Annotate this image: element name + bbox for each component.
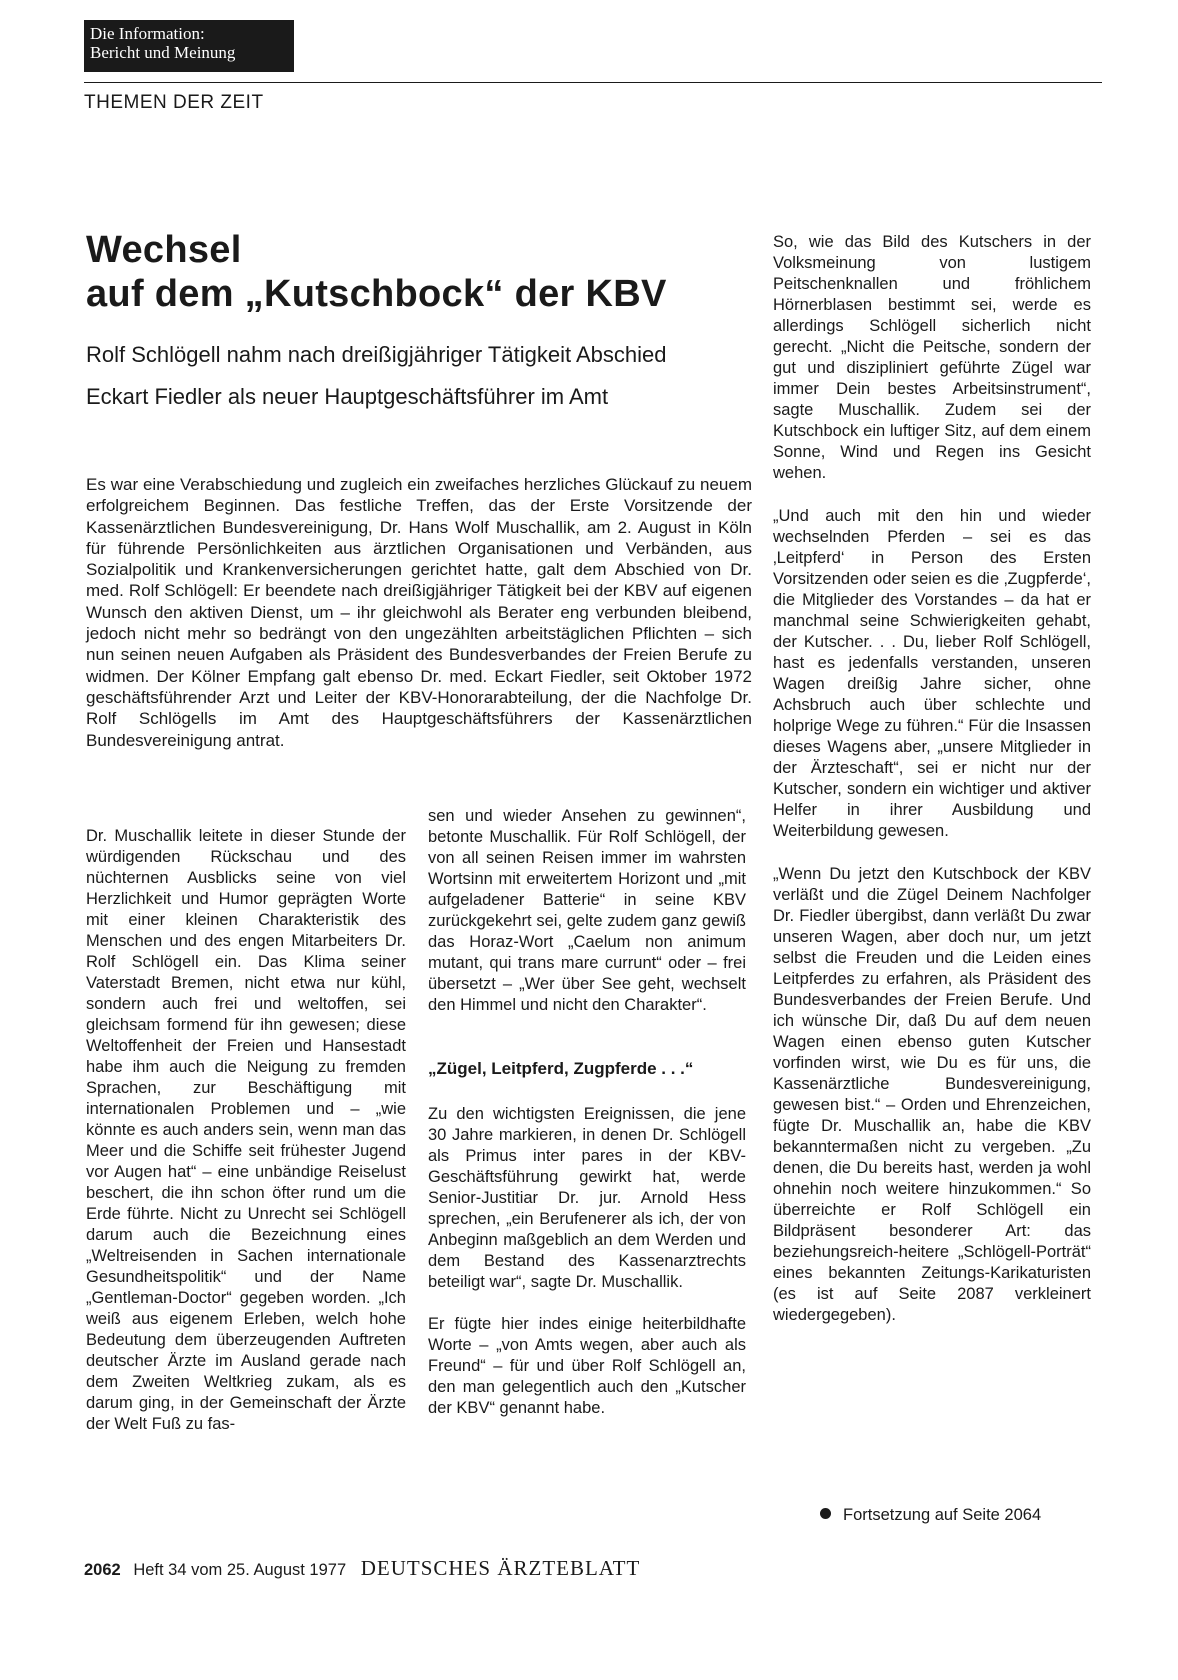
subtitle-2: Eckart Fiedler als neuer Hauptgeschäftsführer im Amt	[86, 384, 609, 409]
headline-line-2: auf dem „Kutschbock“ der KBV	[86, 273, 667, 315]
continuation-text: Fortsetzung auf Seite 2064	[843, 1506, 1042, 1524]
headline-line-1: Wechsel	[86, 229, 242, 271]
bullet-icon	[820, 1508, 831, 1519]
column-middle-paragraph-1: sen und wieder Ansehen zu gewinnen“, betonte Muschallik. Für Rolf Schlögell, der von all seinen Reisen immer im wahrsten Wortsinn mit erweitertem Horizont und „mit aufgeladener Batterie“ in seine KBV zurückgekehrt sei, gelte zudem ganz gewiß das Horaz-Wort „Caelum non animum mutant, qui trans mare currunt“ oder – frei übersetzt – „Wer über See geht, wechselt den Himmel und nicht den Charakter“.	[428, 807, 746, 1014]
lead-paragraph: Es war eine Verabschiedung und zugleich ein zweifaches herzliches Glückauf zu neuem erfolgreichem Beginnen. Das festliche Treffen, das der Erste Vorsitzende der Kassenärztlichen Bundesvereinigung, Dr. Hans Wolf Muschallik, am 2. August in Köln für führende Persönlichkeiten aus ärztlichen Organisationen und Verbänden, aus Sozialpolitik und Krankenversicherungen gerichtet hatte, galt dem Abschied von Dr. med. Rolf Schlögell: Er beendete nach dreißigjähriger Tätigkeit bei der KBV auf eigenen Wunsch den aktiven Dienst, um – ihr gleichwohl als Berater eng verbunden bleibend, jedoch nicht mehr so bedrängt von den ungezählten arbeitstäglichen Pflichten – sich nun seinen neuen Aufgaben als Präsident des Bundesverbandes der Freien Berufe zu widmen. Der Kölner Empfang galt ebenso Dr. med. Eckart Fiedler, seit Oktober 1972 geschäftsführender Arzt und Leiter der KBV-Honorarabteilung, der die Nachfolge Dr. Rolf Schlögells im Amt des Hauptgeschäftsführers der Kassenärztlichen Bundesvereinigung antrat.	[86, 475, 752, 750]
section-label: THEMEN DER ZEIT	[84, 92, 264, 113]
column-middle-paragraph-2: Zu den wichtigsten Ereignissen, die jene 30 Jahre markieren, in denen Dr. Schlögell als Primus inter pares in der KBV-Geschäftsführung gewirkt hat, werde Senior-Justitiar Dr. jur. Arnold Hess sprechen, „ein Berufenerer als ich, der von Anbeginn maßgeblich an dem Werden und dem Bestand des Kassenarztrechts beteiligt war“, sagte Dr. Muschallik.	[428, 1105, 746, 1291]
column-middle-paragraph-3: Er fügte hier indes einige heiterbildhafte Worte – „von Amts wegen, aber auch als Freund“ – für und über Rolf Schlögell an, den man gelegentlich auch den „Kutscher der KBV“ genannt habe.	[428, 1315, 746, 1417]
column-right-paragraph-3: „Wenn Du jetzt den Kutschbock der KBV verläßt und die Zügel Deinem Nachfolger Dr. Fiedler übergibst, dann verläßt Du zwar unseren Wagen, aber doch nur, um jetzt selbst die Freuden und die Leiden eines Leitpferdes zu erfahren, als Präsident des Bundesverbandes der Freien Berufe. Und ich wünsche Dir, daß Du auf dem neuen Wagen einen ebenso guten Kutscher vorfinden wirst, wie Du es für uns, die Kassenärztliche Bundesvereinigung, gewesen bist.“ – Orden und Ehrenzeichen, fügte Dr. Muschallik an, habe die KBV bekanntermaßen nicht zu vergeben. „Zu denen, die Du bereits hast, werden ja wohl ohnehin noch weitere hinzukommen.“ So überreichte er Rolf Schlögell ein Bildpräsent besonderer Art: das beziehungsreich-heitere „Schlögell-Porträt“ eines bekannten Zeitungs-Karikaturisten (es ist auf Seite 2087 verkleinert wiedergegeben).	[773, 865, 1091, 1324]
column-right-paragraph-1: So, wie das Bild des Kutschers in der Volksmeinung von lustigem Peitschenknallen und fröhlichem Hörnerblasen bestimmt sei, werde es allerdings Schlögell sicherlich nicht gerecht. „Nicht die Peitsche, sondern der gut und diszipliniert geführte Zügel war immer Dein bestes Arbeitsinstrument“, sagte Muschallik. Zudem sei der Kutschbock ein luftiger Sitz, auf dem einem Sonne, Wind und Regen ins Gesicht wehen.	[773, 233, 1091, 482]
column-middle	[428, 806, 746, 1419]
header-rule	[84, 82, 1102, 83]
intertitle: „Zügel, Leitpferd, Zugpferde . . .“	[428, 1059, 694, 1078]
headline	[86, 228, 746, 316]
rubric-line-1: Die Information:	[90, 24, 205, 43]
column-left	[86, 826, 406, 1435]
continuation-note	[820, 1506, 1041, 1525]
subtitle-1: Rolf Schlögell nahm nach dreißigjähriger Tätigkeit Abschied	[86, 342, 667, 367]
column-right-paragraph-2: „Und auch mit den hin und wieder wechselnden Pferden – sei es das ‚Leitpferd‘ in Person des Ersten Vorsitzenden oder seien es die ‚Zugpferde‘, die Mitglieder des Vorstandes – da hat er manchmal seine Schwierigkeiten gehabt, der Kutscher. . . Du, lieber Rolf Schlögell, hast es jedenfalls verstanden, unseren Wagen dreißig Jahre sicher, ohne Achsbruch auch über schlechte und holprige Wege zu führen.“ Für die Insassen dieses Wagens aber, „unsere Mitglieder in der Ärzteschaft“, sei er nicht nur der Kutscher, sondern ein wichtiger und aktiver Helfer in ihrer Ausbildung und Weiterbildung gewesen.	[773, 507, 1091, 840]
page-footer	[84, 1556, 640, 1581]
column-right	[773, 232, 1091, 1326]
page-number: 2062	[84, 1561, 121, 1579]
magazine-name: DEUTSCHES ÄRZTEBLATT	[360, 1556, 641, 1580]
column-left-paragraph-1: Dr. Muschallik leitete in dieser Stunde der würdigenden Rückschau und des nüchternen Ausblicks seine von viel Herzlichkeit und Humor geprägten Worte mit einer kleinen Charakteristik des Menschen und des engen Mitarbeiters Dr. Rolf Schlögell ein. Das Klima seiner Vaterstadt Bremen, nicht etwa nur kühl, sondern auch frei und weltoffen, sei gleichsam formend für ihn gewesen; diese Weltoffenheit der Freien und Hansestadt habe ihm auch die Neigung zu fremden Sprachen, zur Beschäftigung mit internationalen Problemen und – „wie könnte es auch anders sein, wenn man das Meer und die Schiffe seit frühester Jugend vor Augen hat“ – eine unbändige Reiselust beschert, die ihn schon öfter rund um die Erde führte. Nicht zu Unrecht sei Schlögell darum auch die Bezeichnung eines „Weltreisenden in Sachen internationale Gesundheitspolitik“ und der Name „Gentleman-Doctor“ gegeben worden. „Ich weiß aus eigenem Erleben, welch hohe Bedeutung dem überzeugenden Auftreten deutscher Ärzte im Ausland gerade nach dem Zweiten Weltkrieg zukam, als es darum ging, in der Gemeinschaft der Ärzte der Welt Fuß zu fas-	[86, 827, 406, 1433]
issue-info: Heft 34 vom 25. August 1977	[133, 1561, 347, 1579]
rubric-line-2: Bericht und Meinung	[90, 43, 236, 62]
rubric-box	[84, 20, 294, 72]
